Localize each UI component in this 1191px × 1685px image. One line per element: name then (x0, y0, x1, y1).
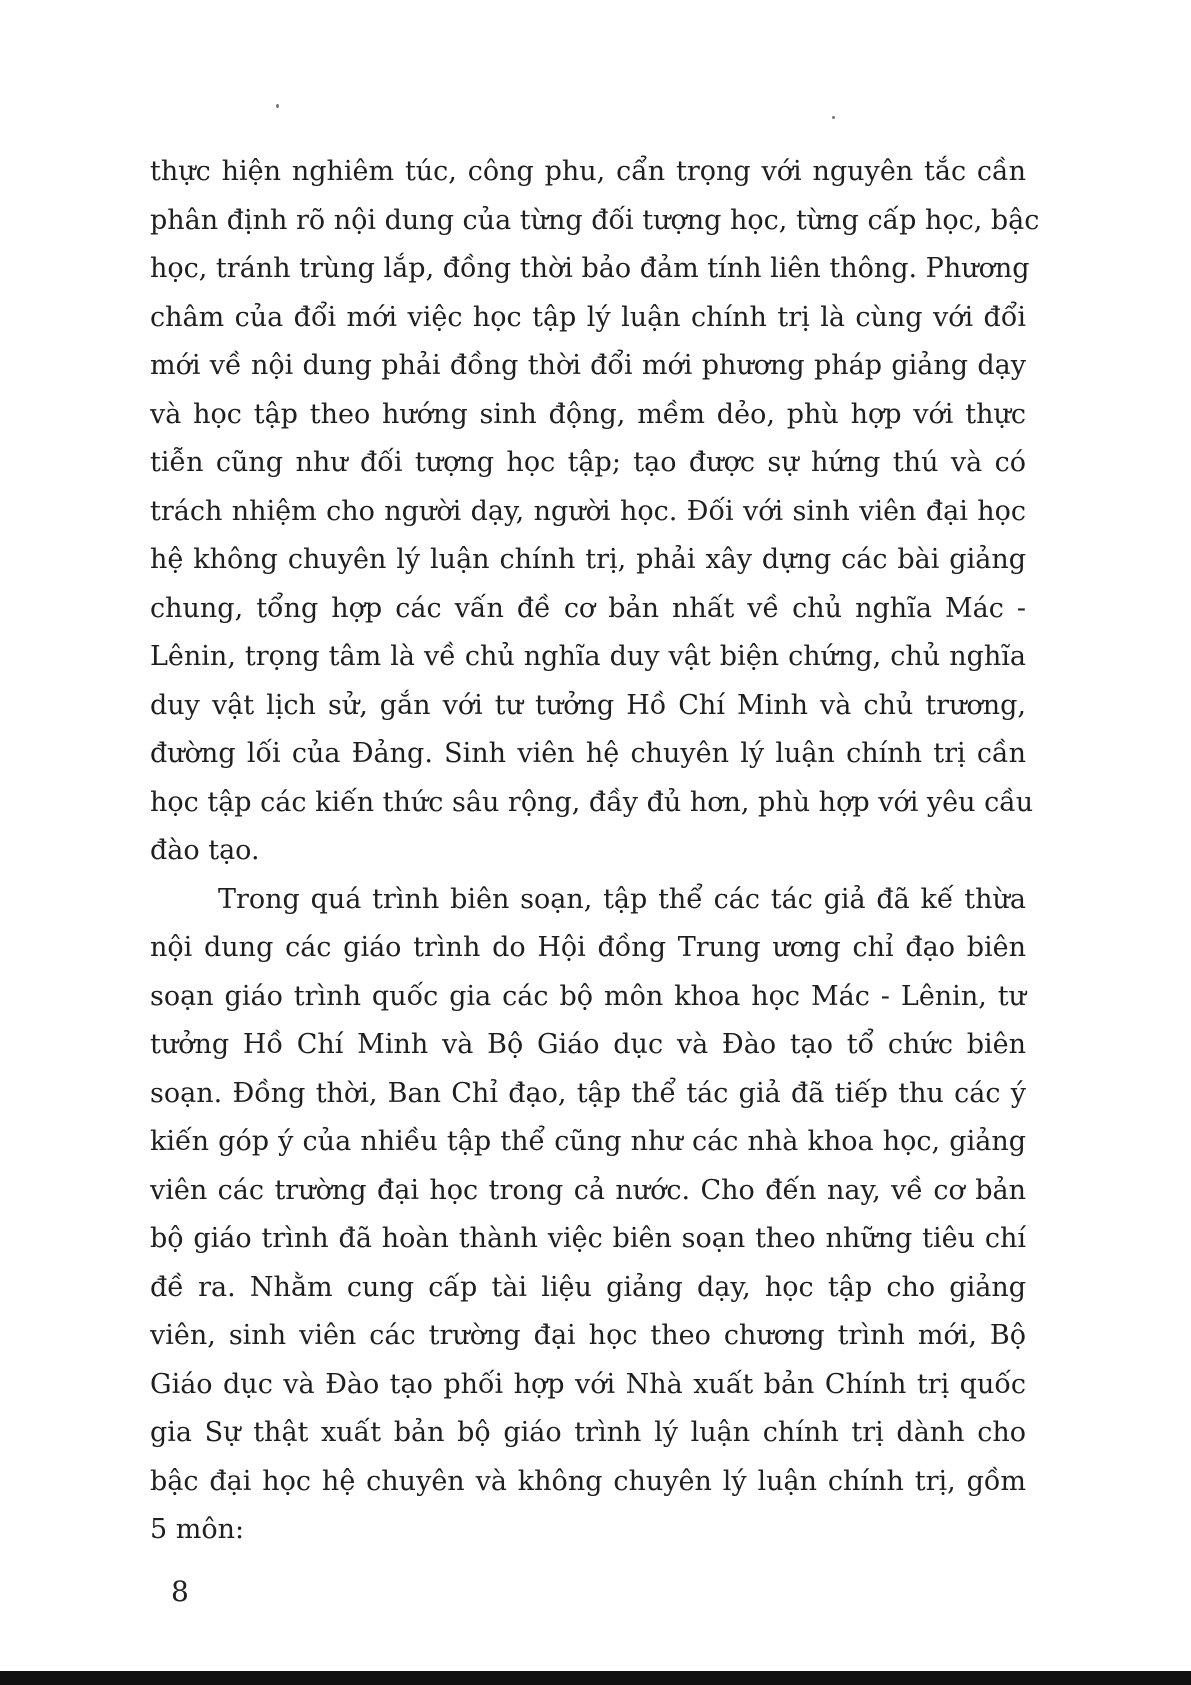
text-line: tưởng Hồ Chí Minh và Bộ Giáo dục và Đào tạo tổ chức biên (150, 1029, 1026, 1060)
text-line: và học tập theo hướng sinh động, mềm dẻo, phù hợp với thực (150, 398, 1026, 430)
text-line: duy vật lịch sử, gắn với tư tưởng Hồ Chí Minh và chủ trương, (150, 689, 1026, 721)
text-line: gia Sự thật xuất bản bộ giáo trình lý luận chính trị dành cho (150, 1417, 1026, 1448)
text-line: đào tạo. (150, 835, 260, 866)
text-line: soạn. Đồng thời, Ban Chỉ đạo, tập thể tác giả đã tiếp thu các ý (150, 1077, 1026, 1109)
scan-speck (276, 104, 279, 108)
text-line: 5 môn: (150, 1514, 245, 1545)
text-line: viên các trường đại học trong cả nước. Cho đến nay, về cơ bản (150, 1174, 1026, 1206)
text-line: học, tránh trùng lắp, đồng thời bảo đảm tính liên thông. Phương (150, 253, 1030, 284)
text-line: trách nhiệm cho người dạy, người học. Đối với sinh viên đại học (150, 495, 1026, 527)
paragraph-1 (150, 148, 1040, 876)
text-line: học tập các kiến thức sâu rộng, đầy đủ hơn, phù hợp với yêu cầu (150, 786, 1034, 818)
text-line: nội dung các giáo trình do Hội đồng Trung ương chỉ đạo biên (150, 932, 1026, 963)
body-text (150, 148, 1040, 1555)
text-line: soạn giáo trình quốc gia các bộ môn khoa học Mác - Lênin, tư (150, 980, 1026, 1012)
paragraph-2 (150, 876, 1026, 1555)
text-line: mới về nội dung phải đồng thời đổi mới phương pháp giảng dạy (150, 350, 1026, 381)
text-line: bộ giáo trình đã hoàn thành việc biên soạn theo những tiêu chí (150, 1223, 1026, 1254)
text-line: tiễn cũng như đối tượng học tập; tạo được sự hứng thú và có (150, 447, 1026, 478)
text-line: Lênin, trọng tâm là về chủ nghĩa duy vật biện chứng, chủ nghĩa (150, 641, 1026, 672)
text-line: Trong quá trình biên soạn, tập thể các tác giả đã kế thừa (218, 883, 1026, 915)
text-line: viên, sinh viên các trường đại học theo chương trình mới, Bộ (150, 1320, 1026, 1351)
page-number: 8 (171, 1575, 189, 1608)
scan-edge (0, 1671, 1191, 1685)
text-line: đề ra. Nhằm cung cấp tài liệu giảng dạy, học tập cho giảng (150, 1271, 1026, 1303)
scan-speck (832, 116, 835, 119)
text-line: Giáo dục và Đào tạo phối hợp với Nhà xuất bản Chính trị quốc (150, 1368, 1026, 1400)
text-line: thực hiện nghiêm túc, công phu, cẩn trọng với nguyên tắc cần (150, 156, 1026, 187)
text-line: chung, tổng hợp các vấn đề cơ bản nhất về chủ nghĩa Mác - (150, 592, 1026, 624)
text-line: phân định rõ nội dung của từng đối tượng học, từng cấp học, bậc (150, 204, 1040, 236)
text-line: bậc đại học hệ chuyên và không chuyên lý luận chính trị, gồm (150, 1465, 1026, 1497)
text-line: đường lối của Đảng. Sinh viên hệ chuyên lý luận chính trị cần (150, 738, 1026, 769)
text-line: châm của đổi mới việc học tập lý luận chính trị là cùng với đổi (150, 301, 1026, 333)
text-line: kiến góp ý của nhiều tập thể cũng như các nhà khoa học, giảng (150, 1126, 1026, 1157)
text-line: hệ không chuyên lý luận chính trị, phải xây dựng các bài giảng (150, 544, 1026, 575)
